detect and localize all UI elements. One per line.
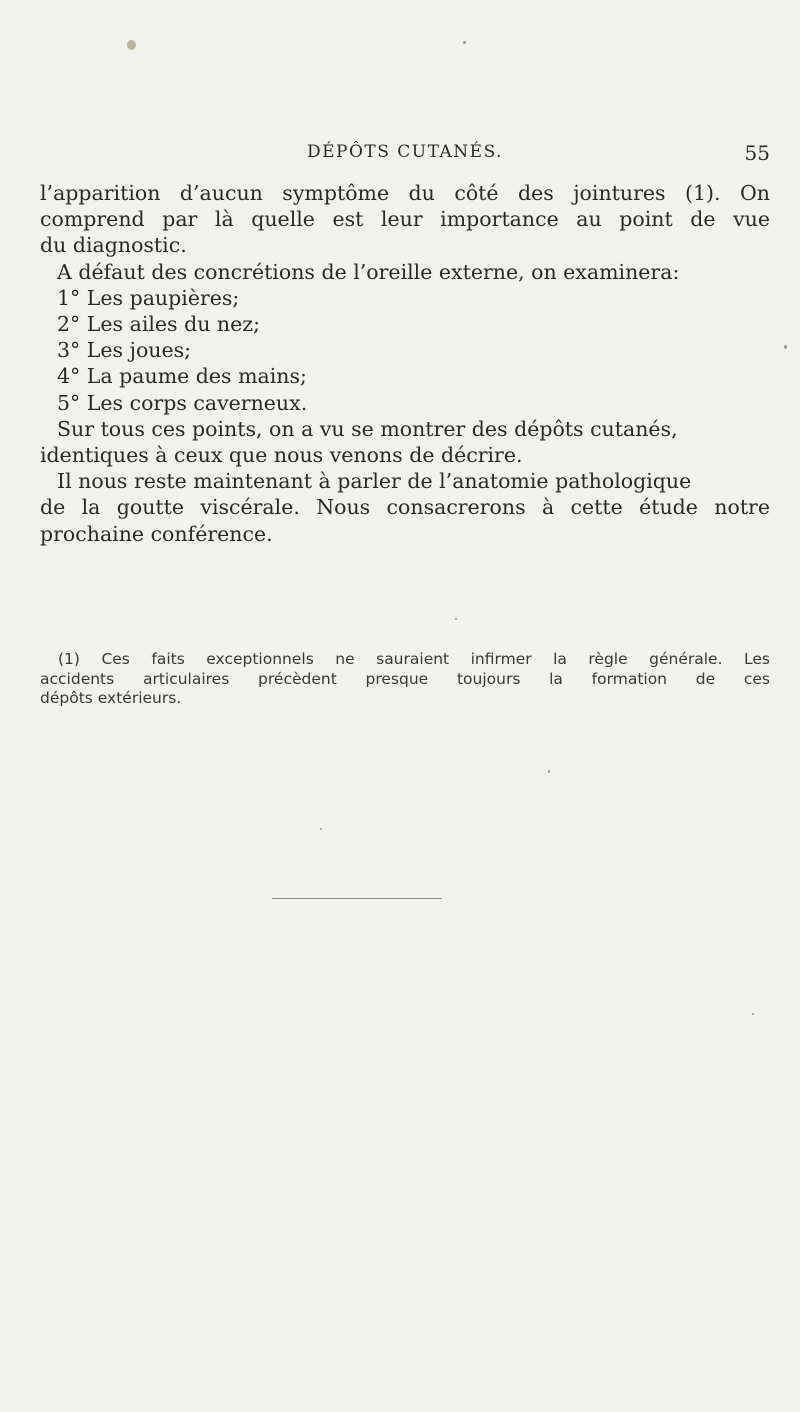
paper-speck: [548, 770, 550, 773]
paper-speck: [320, 828, 322, 830]
text-line: A défaut des concrétions de l’oreille externe, on examinera:: [57, 259, 680, 284]
text-line: identiques à ceux que nous venons de décrire.: [40, 443, 523, 468]
text-line: Sur tous ces points, on a vu se montrer des dépôts cutanés,: [57, 416, 678, 441]
paper-speck: [752, 1013, 754, 1015]
footnote-line: accidents articulaires précèdent presque toujours la formation de ces: [40, 669, 770, 688]
text-line: Il nous reste maintenant à parler de l’anatomie pathologique: [57, 469, 692, 494]
text-line: prochaine conférence.: [40, 521, 273, 546]
list-item: 3° Les joues;: [57, 338, 192, 363]
footnote-line: dépôts extérieurs.: [40, 689, 182, 707]
text-line: du diagnostic.: [40, 233, 187, 258]
list-item: 4° La paume des mains;: [57, 364, 307, 389]
paper-speck: [455, 618, 457, 620]
paper-speck: [463, 41, 466, 44]
list-item: 5° Les corps caverneux.: [57, 390, 308, 415]
body-text: [40, 180, 770, 547]
running-head: [40, 142, 770, 172]
page-number: 55: [744, 141, 770, 165]
list-item: 2° Les ailes du nez;: [57, 312, 260, 337]
text-line: l’apparition d’aucun symptôme du côté des jointures (1). On: [40, 181, 770, 205]
paper-speck: [127, 40, 136, 50]
footnote-line: (1) Ces faits exceptionnels ne sauraient infirmer la règle générale. Les: [58, 650, 770, 668]
list-item: 1° Les paupières;: [57, 285, 240, 310]
horizontal-rule: [272, 898, 442, 899]
paper-speck: [784, 345, 787, 349]
running-title: DÉPÔTS CUTANÉS.: [306, 142, 504, 162]
footnote: [40, 650, 770, 709]
text-line: comprend par là quelle est leur importance au point de vue: [40, 207, 770, 232]
text-line: de la goutte viscérale. Nous consacrerons à cette étude notre: [40, 495, 770, 520]
